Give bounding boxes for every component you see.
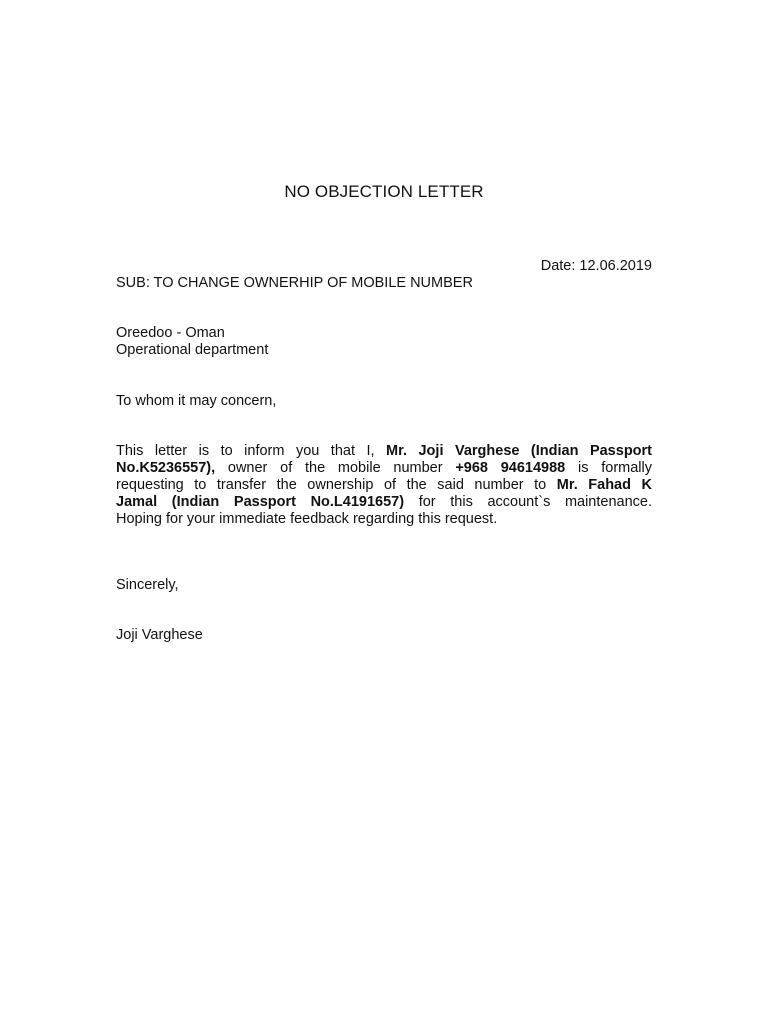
body-text: owner of the mobile number [215, 460, 456, 476]
body-line-2 [116, 460, 652, 477]
body-bold-text: No.K5236557), [116, 460, 216, 476]
body-line-4 [116, 494, 652, 511]
salutation: To whom it may concern, [116, 393, 277, 409]
body-bold-text: Jamal (Indian Passport No.L4191657) [116, 494, 405, 510]
body-bold-text: Mr. Fahad K [556, 477, 652, 493]
body-line-3 [116, 477, 652, 494]
letter-date: Date: 12.06.2019 [540, 258, 652, 274]
body-text: for this account`s maintenance. [404, 494, 653, 510]
letter-subject: SUB: TO CHANGE OWNERHIP OF MOBILE NUMBER [116, 275, 473, 291]
body-bold-text: Mr. Joji Varghese (Indian Passport [386, 443, 653, 459]
body-bold-text: +968 94614988 [455, 460, 566, 476]
letter-body [116, 443, 652, 528]
signature-name: Joji Varghese [116, 627, 203, 643]
body-line-1 [116, 443, 652, 460]
body-line-5: Hoping for your immediate feedback regarding this request. [116, 511, 498, 527]
recipient-department: Operational department [116, 342, 269, 358]
body-text: This letter is to inform you that I, [116, 443, 387, 459]
letter-title: NO OBJECTION LETTER [284, 182, 484, 201]
recipient-organization: Oreedoo - Oman [116, 325, 225, 341]
body-text: is formally [565, 460, 652, 476]
body-text: requesting to transfer the ownership of the said number to [116, 477, 557, 493]
closing: Sincerely, [116, 577, 179, 593]
